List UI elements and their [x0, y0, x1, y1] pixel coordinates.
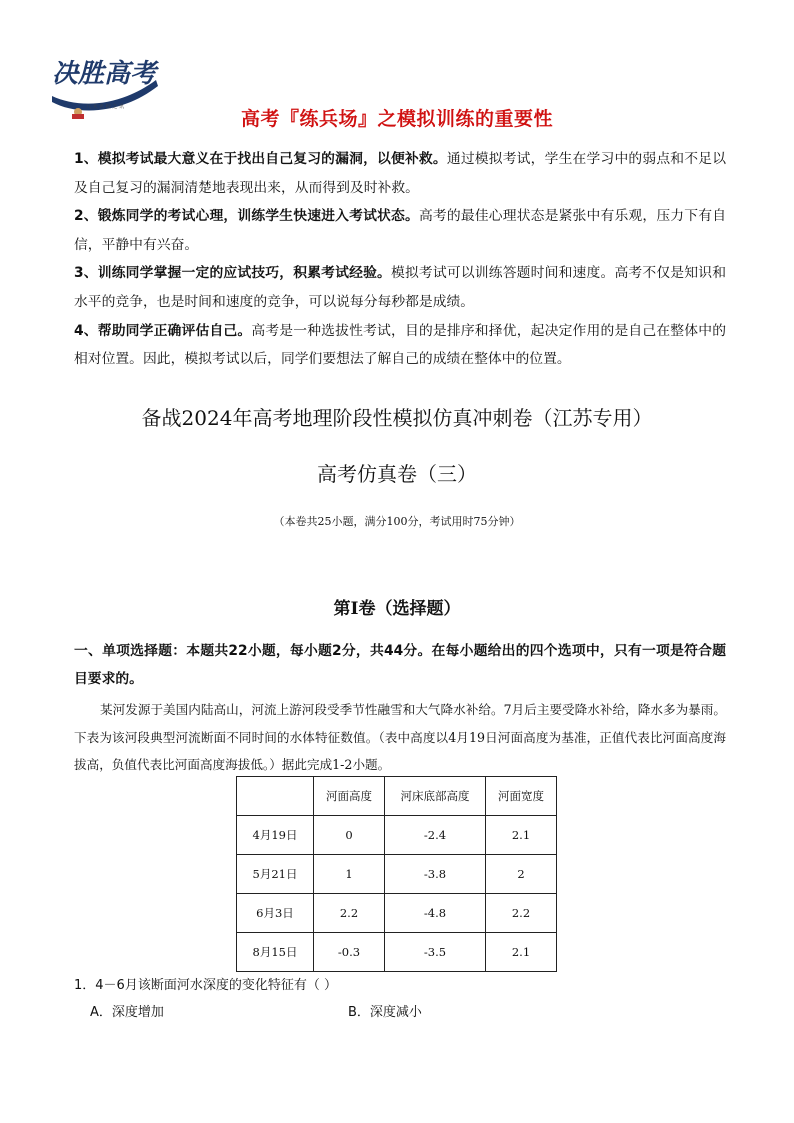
- question-1: 1．4－6月该断面河水深度的变化特征有（ ）: [74, 978, 337, 993]
- table-header: 河床底部高度: [385, 777, 486, 816]
- table-cell: -4.8: [385, 894, 486, 933]
- table-cell: 5月21日: [237, 855, 314, 894]
- intro-lead: 1、模拟考试最大意义在于找出自己复习的漏洞，以便补救。: [74, 151, 447, 167]
- table-cell: 8月15日: [237, 933, 314, 972]
- table-row: [237, 816, 557, 855]
- table-row: [237, 855, 557, 894]
- intro-item: [74, 145, 726, 202]
- table-cell: 2.2: [486, 894, 557, 933]
- option-a: A．深度增加: [90, 1005, 164, 1020]
- table-header: [237, 777, 314, 816]
- table-cell: 4月19日: [237, 816, 314, 855]
- question-stem: 某河发源于美国内陆高山，河流上游河段受季节性融雪和大气降水补给。7月后主要受降水补给，降水多为暴雨。下表为该河段典型河流断面不同时间的水体特征数值。（表中高度以4月19日河面高度为基准，正值代表比河面高度海拔高，负值代表比河面高度海拔低。）据此完成1-2小题。: [74, 702, 726, 772]
- table-cell: -2.4: [385, 816, 486, 855]
- logo-subtext: 八 大 名 校 之 讯: [86, 104, 124, 110]
- intro-list: [74, 145, 726, 374]
- table-cell: 2: [486, 855, 557, 894]
- intro-text: 高考的最佳心理状态是紧张中有乐观，压力下有自信，平静中有兴奋。: [74, 208, 726, 253]
- intro-text: 高考是一种选拔性考试，目的是排序和择优，起决定作用的是自己在整体中的相对位置。因此，模拟考试以后，同学们要想法了解自己的成绩在整体中的位置。: [74, 322, 726, 368]
- banner-title: 高考『练兵场』之模拟训练的重要性: [240, 108, 553, 130]
- table-cell: 2.2: [314, 894, 385, 933]
- intro-lead: 3、训练同学掌握一定的应试技巧，积累考试经验。: [74, 265, 391, 282]
- intro-text: 模拟考试可以训练答题时间和速度。高考不仅是知识和水平的竞争，也是时间和速度的竞争，可以说每分每秒都是成绩。: [74, 265, 726, 310]
- table-cell: -3.5: [385, 933, 486, 972]
- logo-text: 决胜高考: [52, 59, 157, 89]
- exam-subtitle: 高考仿真卷（三）: [317, 462, 477, 486]
- table-header-row: [237, 777, 557, 816]
- option-b: B．深度减小: [348, 1005, 422, 1020]
- table-cell: -3.8: [385, 855, 486, 894]
- part-heading: 第I卷（选择题）: [333, 599, 461, 619]
- data-table: [236, 776, 557, 972]
- intro-item: [74, 259, 726, 316]
- table-row: [237, 933, 557, 972]
- table-header: 河面高度: [314, 777, 385, 816]
- table-row: [237, 894, 557, 933]
- exam-note: （本卷共25小题，满分100分，考试用时75分钟）: [273, 515, 521, 528]
- intro-item: [74, 202, 726, 259]
- section-heading: 一、单项选择题：本题共22小题，每小题2分，共44分。在每小题给出的四个选项中，只有一项是符合题目要求的。: [74, 643, 726, 687]
- table-cell: -0.3: [314, 933, 385, 972]
- table-cell: 6月3日: [237, 894, 314, 933]
- table-cell: 2.1: [486, 933, 557, 972]
- table-cell: 0: [314, 816, 385, 855]
- exam-title: 备战2024年高考地理阶段性模拟仿真冲刺卷（江苏专用）: [141, 406, 653, 430]
- intro-item: [74, 317, 726, 374]
- intro-lead: 2、锻炼同学的考试心理，训练学生快速进入考试状态。: [74, 208, 419, 225]
- intro-lead: 4、帮助同学正确评估自己。: [74, 322, 252, 339]
- intro-text: 通过模拟考试，学生在学习中的弱点和不足以及自己复习的漏洞清楚地表现出来，从而得到及时补救。: [74, 151, 726, 196]
- table-header: 河面宽度: [486, 777, 557, 816]
- table-cell: 1: [314, 855, 385, 894]
- table-cell: 2.1: [486, 816, 557, 855]
